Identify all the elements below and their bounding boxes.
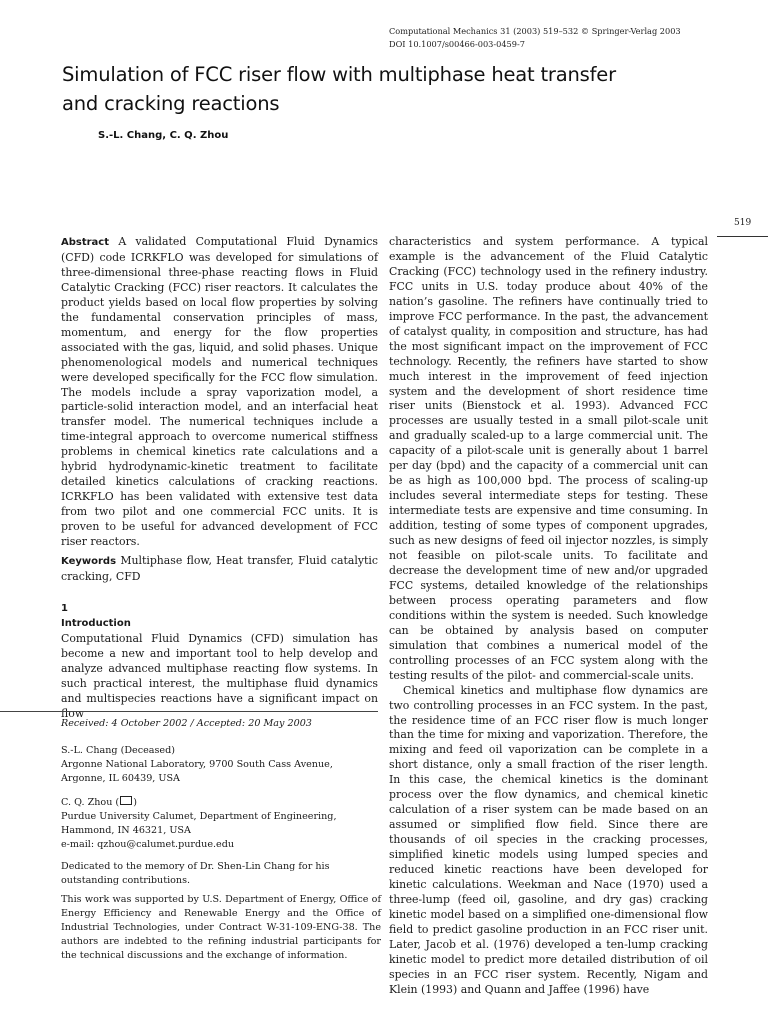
section-heading: Introduction	[61, 617, 131, 629]
author1-address-line2: Argonne, IL 60439, USA	[61, 773, 180, 784]
author2-email: e-mail: qzhou@calumet.purdue.edu	[61, 839, 235, 850]
received-dates: Received: 4 October 2002 / Accepted: 20 May 2003	[61, 718, 312, 729]
author-list: S.-L. Chang, C. Q. Zhou	[98, 130, 229, 141]
keywords	[61, 554, 378, 585]
left-column	[61, 235, 378, 722]
author2-name	[61, 796, 381, 810]
body-paragraph-2: Chemical kinetics and multiphase flow dynamics are two controlling processes in an FCC system. In the past, the residence time of an FCC riser flow is much longer than the time for mixing and vaporization. Therefore, the mixing and feed oil vaporization can be complete in a short distance, only a small fraction of the riser length. In this case, the chemical kinetics is the dominant process over the flow dynamics, and chemical kinetic calculation of a riser system can be made based on an assumed or simplified flow field. Since there are thousands of oil species in the cracking processes, simplified kinetic models using lumped species and reduced kinetic reactions have been developed for kinetic calculations. Weekman and Nace (1970) used a three-lump (feed oil, gasoline, and dry gas) cracking kinetic model based on a simplified one-dimensional flow field to predict gasoline production in an FCC riser unit. Later, Jacob et al. (1976) developed a ten-lump cracking kinetic model to predict more detailed distribution of oil species in an FCC riser system. Recently, Nigam and Klein (1993) and Quann and Jaffee (1996) have	[389, 683, 708, 996]
abstract	[61, 235, 378, 550]
page-number-rule	[717, 236, 768, 237]
author2-address-line2: Hammond, IN 46321, USA	[61, 825, 191, 836]
title-line-1: Simulation of FCC riser flow with multiphase heat transfer	[62, 63, 616, 86]
intro-paragraph: Computational Fluid Dynamics (CFD) simulation has become a new and important tool to help develop and analyze advanced multiphase reacting flow systems. In such practical interest, the multiphase fluid dynamics and multispecies reactions have a significant impact on flow	[61, 631, 378, 720]
envelope-icon	[120, 796, 132, 805]
body-paragraph-1: characteristics and system performance. A typical example is the advancement of the Fluid Catalytic Cracking (FCC) technology used in the refinery industry. FCC units in U.S. today produce about 40% of the nation’s gasoline. The refiners have continually tried to improve FCC performance. In the past, the advancement of catalyst quality, in composition and structure, has had the most significant impact on the improvement of FCC technology. Recently, the refiners have started to show much interest in the improvement of feed injection system and the development of short residence time riser units (Bienstock et al. 1993). Advanced FCC processes are usually tested in a small pilot-scale unit and gradually scaled-up to a large commercial unit. The capacity of a pilot-scale unit is generally about 1 barrel per day (bpd) and the capacity of a commercial unit can be as high as 100,000 bpd. The process of scaling-up includes several intermediate steps for testing. These intermediate tests are expensive and time consuming. In addition, testing of some types of component upgrades, such as new designs of feed oil injector nozzles, is simply not feasible on pilot-scale units. To facilitate and decrease the development time of new and/or upgraded FCC systems, detailed knowledge of the relationships between process operating parameters and flow conditions within the system is needed. Such knowledge can be obtained by analysis based on computer simulation that combines a numerical model of the controlling processes of an FCC system along with the testing results of the pilot- and commercial-scale units.	[389, 235, 708, 682]
author1-address-line1: Argonne National Laboratory, 9700 South Cass Avenue,	[61, 759, 333, 770]
journal-citation	[389, 25, 681, 51]
dedication: Dedicated to the memory of Dr. Shen-Lin Chang for his outstanding contributions.	[61, 861, 330, 886]
section-number: 1	[61, 602, 68, 614]
title-line-2: and cracking reactions	[62, 92, 280, 115]
keywords-text: Multiphase flow, Heat transfer, Fluid catalytic cracking, CFD	[61, 554, 378, 583]
abstract-label: Abstract	[61, 237, 110, 248]
author2-name-text: C. Q. Zhou (	[61, 797, 120, 808]
journal-reference: Computational Mechanics 31 (2003) 519–532 © Springer-Verlag 2003	[389, 26, 681, 36]
author1-name: S.-L. Chang (Deceased)	[61, 745, 175, 756]
funding-acknowledgement: This work was supported by U.S. Department of Energy, Office of Energy Efficiency and Renewable Energy and the Office of Industrial Technologies, under Contract W-31-109-ENG-38. The authors are indebted to the refining industrial participants for the technical discussions and the exchange of information.	[61, 894, 381, 961]
footnote-divider	[0, 711, 378, 712]
author1-affiliation	[61, 744, 381, 786]
author2-address-line1: Purdue University Calumet, Department of Engineering,	[61, 811, 337, 822]
author2-name-close: )	[133, 797, 137, 808]
right-column	[389, 235, 708, 998]
doi: DOI 10.1007/s00466-003-0459-7	[389, 39, 525, 49]
paper-title	[62, 60, 682, 118]
page-number: 519	[734, 218, 752, 228]
keywords-label: Keywords	[61, 556, 117, 568]
author2-affiliation	[61, 796, 381, 852]
abstract-text: A validated Computational Fluid Dynamics (CFD) code ICRKFLO was developed for simulations of three-dimensional three-phase reacting flows in Fluid Catalytic Cracking (FCC) riser reactors. It calculates the product yields based on local flow properties by solving the fundamental conservation principles of mass, momentum, and energy for the flow properties associated with the gas, liquid, and solid phases. Unique phenomenological models and numerical techniques were developed specifically for the FCC flow simulation. The models include a spray vaporization model, a particle-solid interaction model, and an interfacial heat transfer model. The numerical techniques include a time-integral approach to overcome numerical stiffness problems in chemical kinetics rate calculations and a hybrid hydrodynamic-kinetic treatment to facilitate detailed kinetics calculations of cracking reactions. ICRKFLO has been validated with extensive test data from two pilot and one commercial FCC units. It is proven to be useful for advanced development of FCC riser reactors.	[61, 235, 378, 549]
